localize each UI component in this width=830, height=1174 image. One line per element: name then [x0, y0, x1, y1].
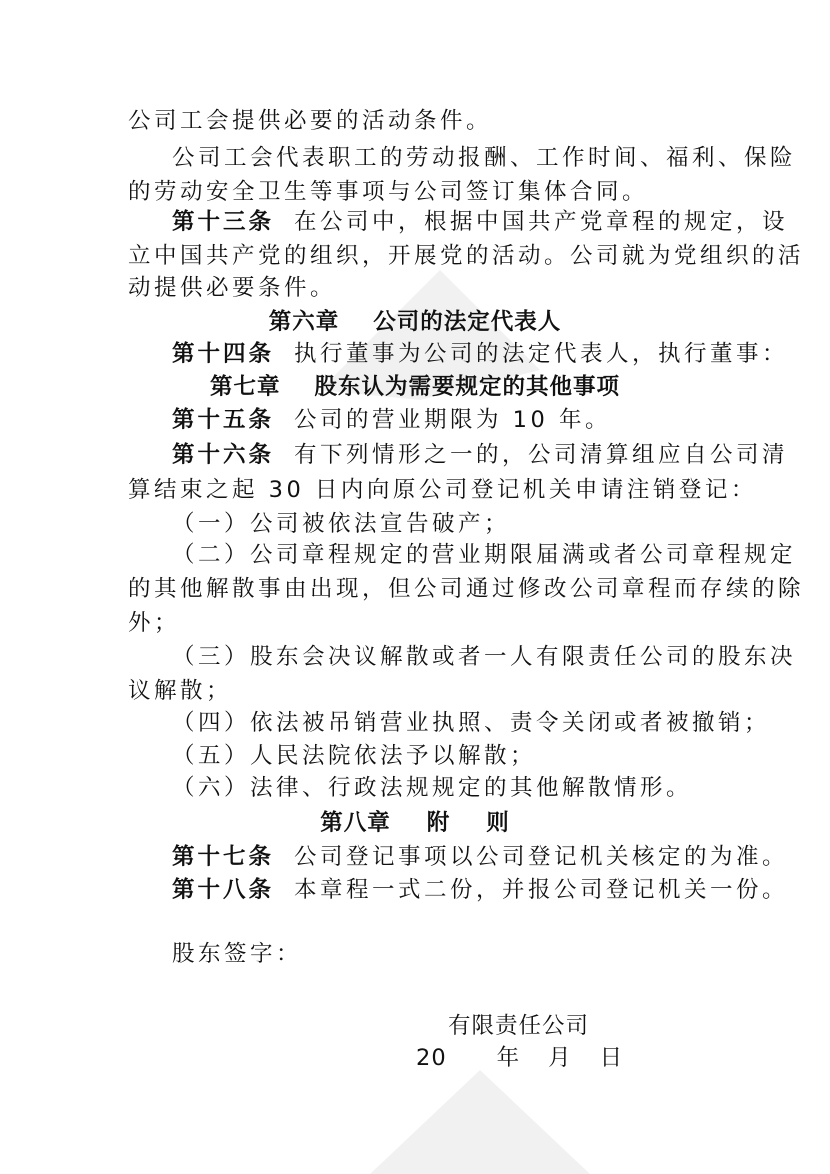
article-14: 第十四条 执行董事为公司的法定代表人，执行董事： [172, 341, 789, 367]
list-item: （五）人民法院依法予以解散； [172, 743, 537, 769]
paragraph-line: 算结束之起 30 日内向原公司登记机关申请注销登记： [128, 477, 757, 503]
article-16: 第十六条 有下列情形之一的，公司清算组应自公司清 [172, 442, 789, 468]
list-item: （六）法律、行政法规规定的其他解散情形。 [172, 775, 693, 801]
article-label: 第十八条 [172, 877, 275, 903]
shareholder-signature-label: 股东签字： [172, 941, 303, 967]
article-label: 第十四条 [172, 341, 275, 367]
chapter-heading: 第六章 公司的法定代表人 [268, 309, 562, 335]
list-item: （四）依法被吊销营业执照、责令关闭或者被撤销； [172, 710, 771, 736]
article-17: 第十七条 公司登记事项以公司登记机关核定的为准。 [172, 844, 789, 870]
paragraph-line: 外； [128, 610, 181, 636]
article-label: 第十六条 [172, 442, 275, 468]
article-18: 第十八条 本章程一式二份，并报公司登记机关一份。 [172, 877, 789, 903]
list-item: （二）公司章程规定的营业期限届满或者公司章程规定 [172, 542, 797, 568]
paragraph-line: 立中国共产党的组织，开展党的活动。公司就为党组织的活 [128, 243, 805, 269]
article-label: 第十七条 [172, 844, 275, 870]
chapter-heading: 第八章 附 则 [320, 810, 510, 836]
chapter-heading: 第七章 股东认为需要规定的其他事项 [209, 374, 621, 400]
paragraph-line: 公司工会代表职工的劳动报酬、工作时间、福利、保险 [172, 145, 797, 171]
article-15: 第十五条 公司的营业期限为 10 年。 [172, 407, 611, 433]
paragraph-line: 议解散； [128, 678, 233, 704]
article-label: 第十五条 [172, 407, 275, 433]
paragraph-line: 的其他解散事由出现，但公司通过修改公司章程而存续的除 [128, 576, 805, 602]
article-label: 第十三条 [172, 209, 275, 235]
signature-date: 20 年 月 日 [416, 1045, 624, 1071]
paragraph-line: 动提供必要条件。 [128, 275, 337, 301]
list-item: （一）公司被依法宣告破产； [172, 511, 511, 537]
company-name: 有限责任公司 [448, 1013, 590, 1039]
article-13: 第十三条 在公司中，根据中国共产党章程的规定，设 [172, 209, 789, 235]
list-item: （三）股东会决议解散或者一人有限责任公司的股东决 [172, 644, 797, 670]
watermark-graphic-bottom [360, 1060, 600, 1174]
paragraph-line: 的劳动安全卫生等事项与公司签订集体合同。 [128, 179, 649, 205]
paragraph-line: 公司工会提供必要的活动条件。 [128, 108, 493, 134]
